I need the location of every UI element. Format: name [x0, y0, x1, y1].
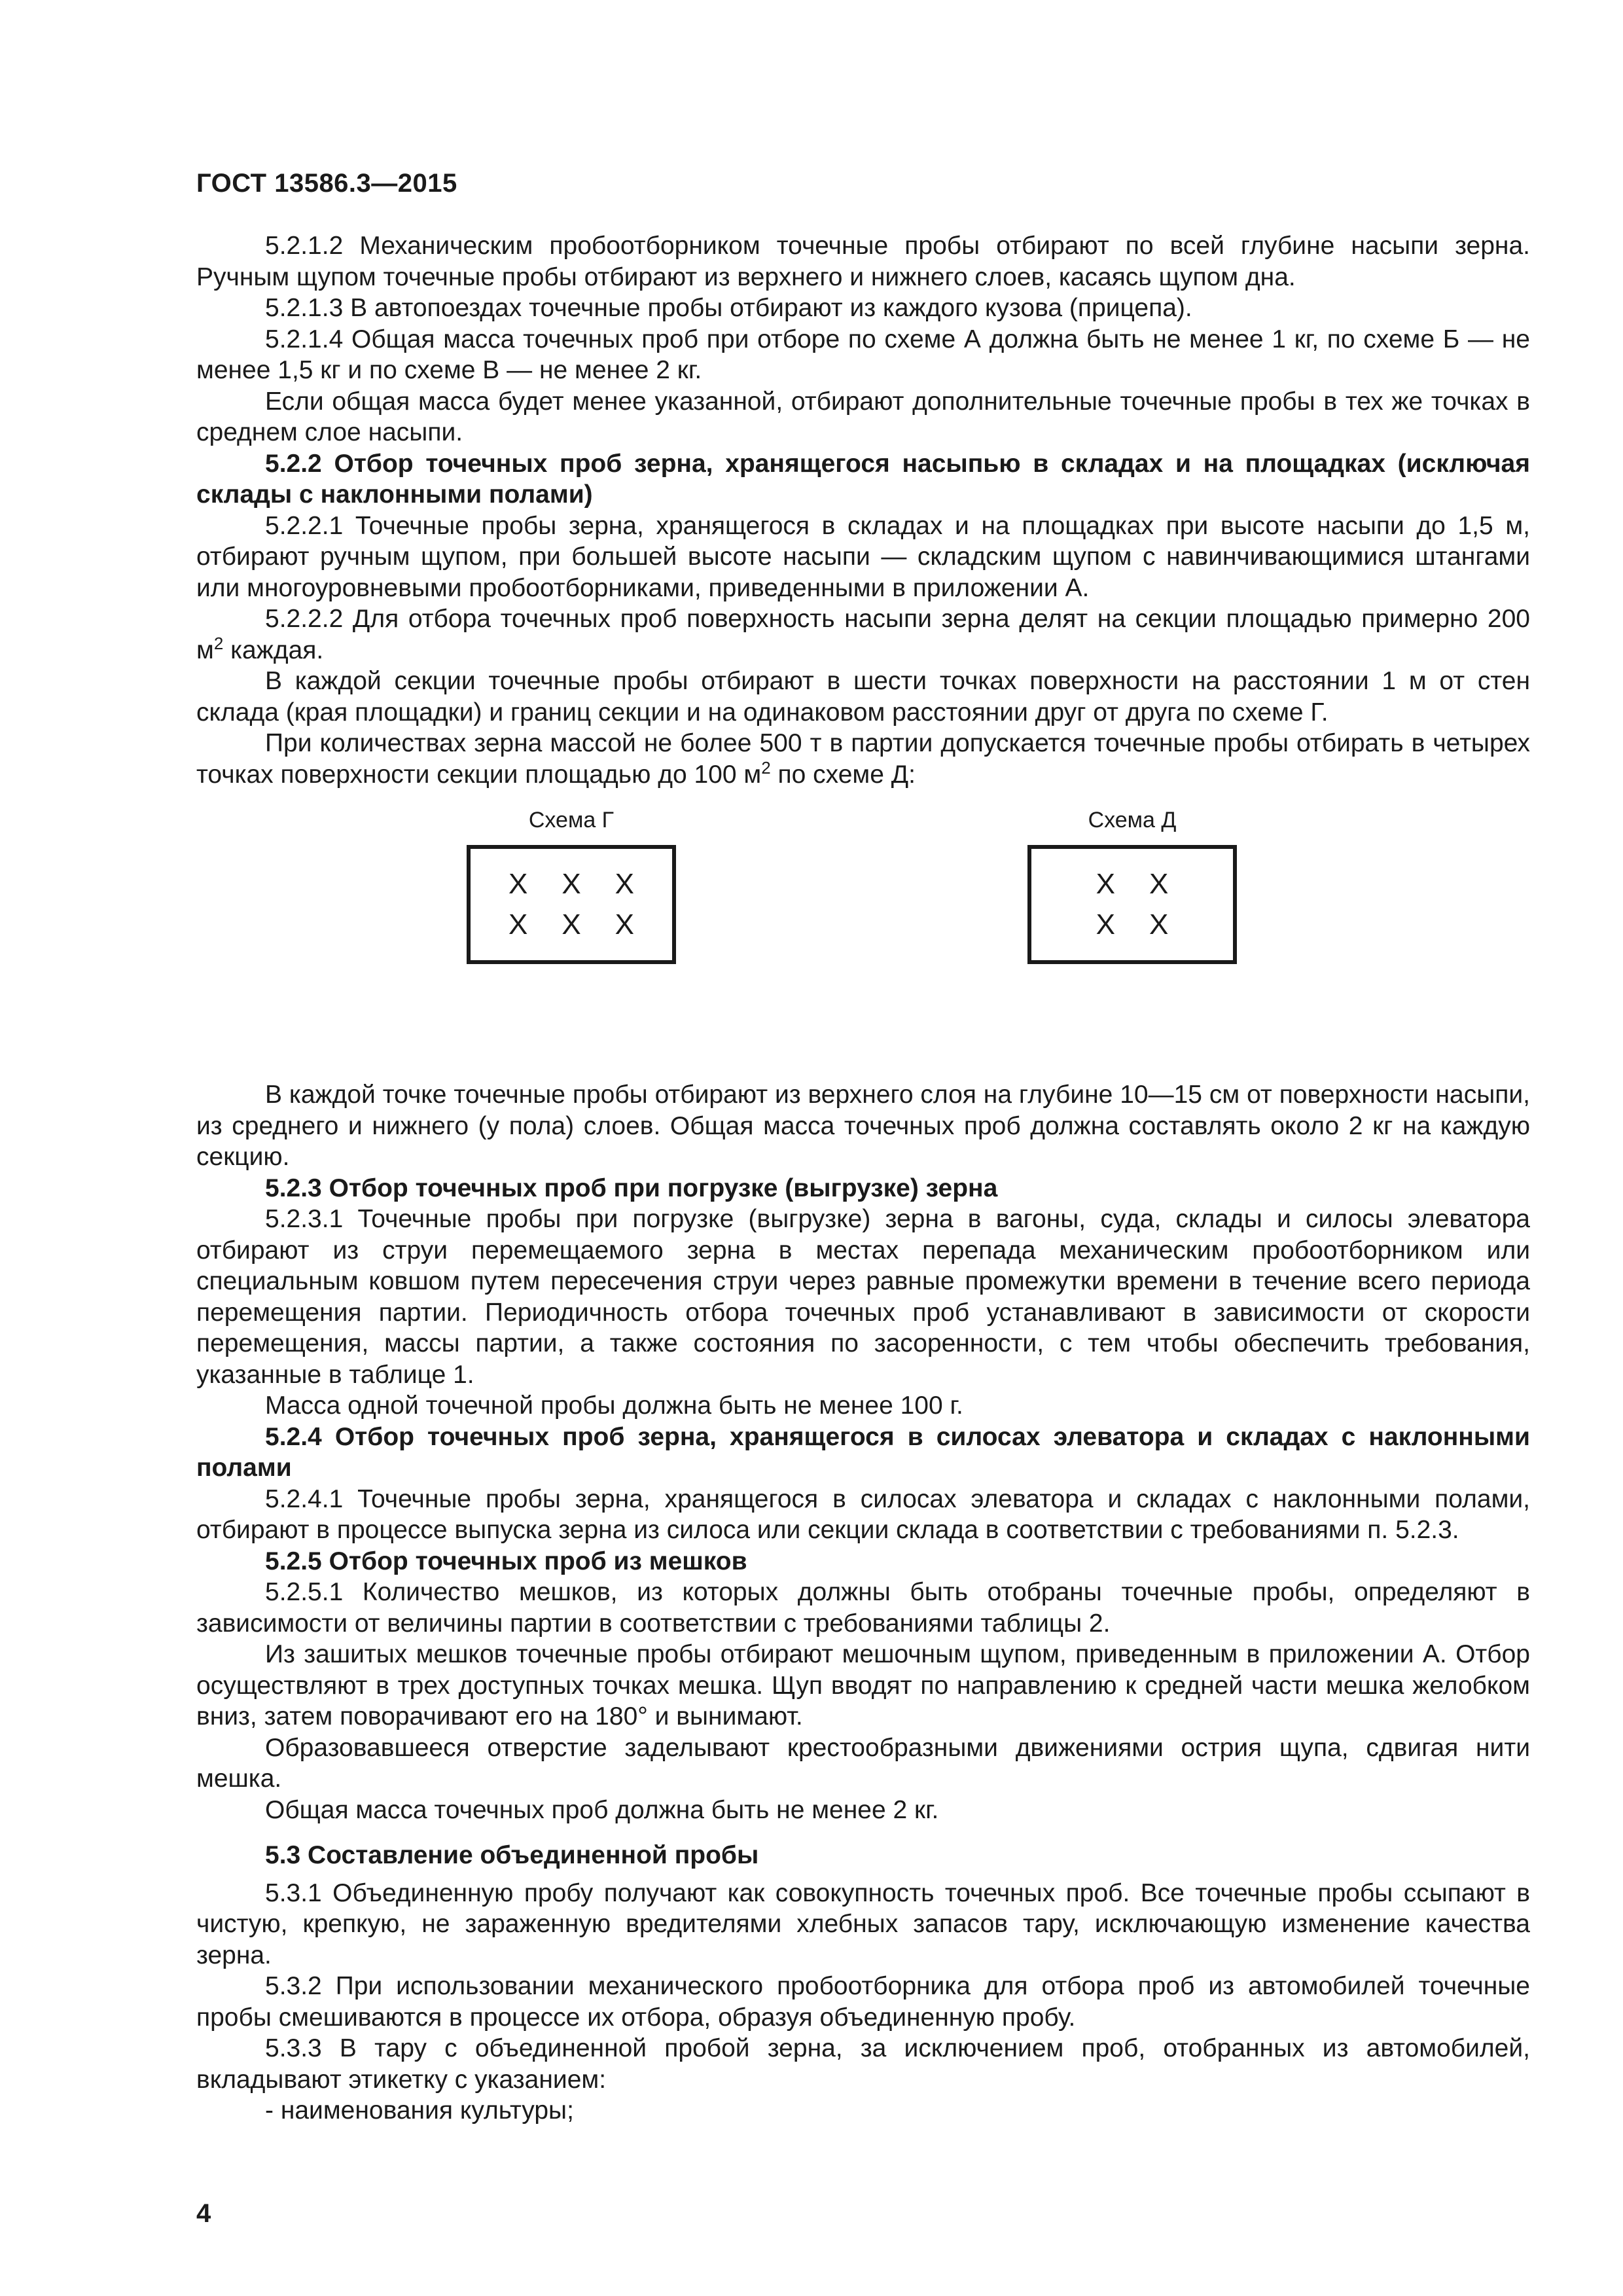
sample-point-mark: X	[1096, 908, 1115, 941]
paragraph-5-2-2-2	[196, 603, 1530, 666]
sample-point-mark: X	[562, 868, 581, 900]
page-number: 4	[196, 2199, 211, 2228]
list-item-culture-name: - наименования культуры;	[265, 2096, 574, 2125]
sample-point-mark: X	[1149, 868, 1169, 900]
document-body	[196, 230, 1530, 2126]
paragraph-5-2-4-1: 5.2.4.1 Точечные пробы зерна, хранящегося в силосах элеватора и складах с наклонными полами, отбирают в процессе выпуска зерна из силоса или секции склада в соответствии с требованиями п. 5.2.3.	[196, 1484, 1530, 1544]
paragraph-sample-mass: Масса одной точечной пробы должна быть не менее 100 г.	[265, 1391, 963, 1420]
sample-point-mark: X	[615, 868, 635, 900]
paragraph-six-points: В каждой секции точечные пробы отбирают в шести точках поверхности на расстоянии 1 м от стен склада (края площадки) и границ секции и на одинаковом расстоянии друг от друга по схеме Г.	[196, 667, 1530, 726]
paragraph-depth-layers: В каждой точке точечные пробы отбирают из верхнего слоя на глубине 10—15 см от поверхности насыпи, из среднего и нижнего (у пола) слоев. Общая масса точечных проб должна составлять около 2 кг на каждую секцию.	[196, 1081, 1530, 1171]
scheme-d	[1027, 807, 1237, 964]
heading-5-2-4: 5.2.4 Отбор точечных проб зерна, хранящегося в силосах элеватора и складах с наклонными полами	[196, 1422, 1530, 1482]
paragraph-5-2-2-1: 5.2.2.1 Точечные пробы зерна, хранящегося в складах и на площадках при высоте насыпи до 1,5 м, отбирают ручным щупом, при большей высоте насыпи — складским щупом с навинчивающимися штангами или многоуровневыми пробоотборниками, приведенными в приложении А.	[196, 511, 1530, 602]
scheme-g-caption: Схема Г	[528, 808, 615, 833]
paragraph-5-3-3: 5.3.3 В тару с объединенной пробой зерна, за исключением проб, отобранных из автомобилей, вкладывают этикетку с указанием:	[196, 2034, 1530, 2094]
scheme-g-box	[467, 845, 676, 964]
scheme-d-row	[1031, 909, 1233, 941]
paragraph-sewn-bags: Из зашитых мешков точечные пробы отбирают мешочным щупом, приведенным в приложении А. Отбор осуществляют в трех доступных точках мешка. Щуп вводят по направлению к средней части мешка желобком вниз, затем поворачивают его на 180° и вынимают.	[196, 1640, 1530, 1731]
paragraph-5-2-1-4: 5.2.1.4 Общая масса точечных проб при отборе по схеме А должна быть не менее 1 кг, по схеме Б — не менее 1,5 кг и по схеме В — не менее 2 кг.	[196, 325, 1530, 384]
paragraph-5-2-2-2-text: 5.2.2.2 Для отбора точечных проб поверхность насыпи зерна делят на секции площадью примерно 200 м	[196, 605, 1530, 664]
heading-5-2-2: 5.2.2 Отбор точечных проб зерна, хранящегося насыпью в складах и на площадках (исключая склады с наклонными полами)	[196, 449, 1530, 509]
document-header: ГОСТ 13586.3—2015	[196, 169, 457, 198]
superscript: 2	[761, 757, 771, 778]
paragraph-5-2-2-2-tail: каждая.	[223, 636, 324, 664]
scheme-g	[467, 807, 676, 964]
paragraph-total-mass: Общая масса точечных проб должна быть не менее 2 кг.	[265, 1795, 939, 1824]
scheme-g-row	[471, 869, 672, 900]
sample-point-mark: X	[615, 908, 635, 941]
superscript: 2	[213, 633, 224, 653]
paragraph-5-2-1-3: 5.2.1.3 В автопоездах точечные пробы отбирают из каждого кузова (прицепа).	[265, 294, 1192, 322]
paragraph-5-2-1-2: 5.2.1.2 Механическим пробоотборником точечные пробы отбирают по всей глубине насыпи зерна. Ручным щупом точечные пробы отбирают из верхнего и нижнего слоев, касаясь щупом дна.	[196, 232, 1530, 291]
paragraph-four-points-text: При количествах зерна массой не более 500 т в партии допускается точечные пробы отбирать в четырех точках поверхности секции площадью до 100 м	[196, 729, 1530, 789]
heading-5-2-3: 5.2.3 Отбор точечных проб при погрузке (выгрузке) зерна	[265, 1174, 998, 1202]
schemes-figure	[196, 807, 1530, 1069]
scheme-d-row	[1031, 869, 1233, 900]
sample-point-mark: X	[508, 868, 528, 900]
scheme-d-caption: Схема Д	[1088, 808, 1177, 833]
heading-5-2-5: 5.2.5 Отбор точечных проб из мешков	[265, 1547, 747, 1575]
sample-point-mark: X	[562, 908, 581, 941]
paragraph-hole-closing: Образовавшееся отверстие заделывают крестообразными движениями острия щупа, сдвигая нити мешка.	[196, 1733, 1530, 1793]
sample-point-mark: X	[508, 908, 528, 941]
scheme-d-box	[1027, 845, 1237, 964]
scheme-g-row	[471, 909, 672, 941]
paragraph-5-2-5-1: 5.2.5.1 Количество мешков, из которых должны быть отобраны точечные пробы, определяют в зависимости от величины партии в соответствии с требованиями таблицы 2.	[196, 1578, 1530, 1638]
heading-5-3: 5.3 Составление объединенной пробы	[265, 1841, 759, 1869]
paragraph-5-3-1: 5.3.1 Объединенную пробу получают как совокупность точечных проб. Все точечные пробы ссыпают в чистую, крепкую, не зараженную вредителями хлебных запасов тару, исключающую изменение качества зерна.	[196, 1878, 1530, 1969]
paragraph-5-2-3-1: 5.2.3.1 Точечные пробы при погрузке (выгрузке) зерна в вагоны, суда, склады и силосы элеватора отбирают из струи перемещаемого зерна в местах перепада механическим пробоотборником или специальным ковшом путем пересечения струи через равные промежутки времени в течение всего периода перемещения партии. Периодичность отбора точечных проб устанавливают в зависимости от скорости перемещения, массы партии, а также состояния по засоренности, с тем чтобы обеспечить требования, указанные в таблице 1.	[196, 1205, 1530, 1389]
sample-point-mark: X	[1096, 868, 1115, 900]
paragraph-four-points	[196, 728, 1530, 790]
sample-point-mark: X	[1149, 908, 1169, 941]
paragraph-four-points-tail: по схеме Д:	[770, 760, 916, 789]
paragraph-5-3-2: 5.3.2 При использовании механического пробоотборника для отбора проб из автомобилей точечные пробы смешиваются в процессе их отбора, образуя объединенную пробу.	[196, 1972, 1530, 2032]
paragraph-additional-samples: Если общая масса будет менее указанной, отбирают дополнительные точечные пробы в тех же точках в среднем слое насыпи.	[196, 387, 1530, 446]
